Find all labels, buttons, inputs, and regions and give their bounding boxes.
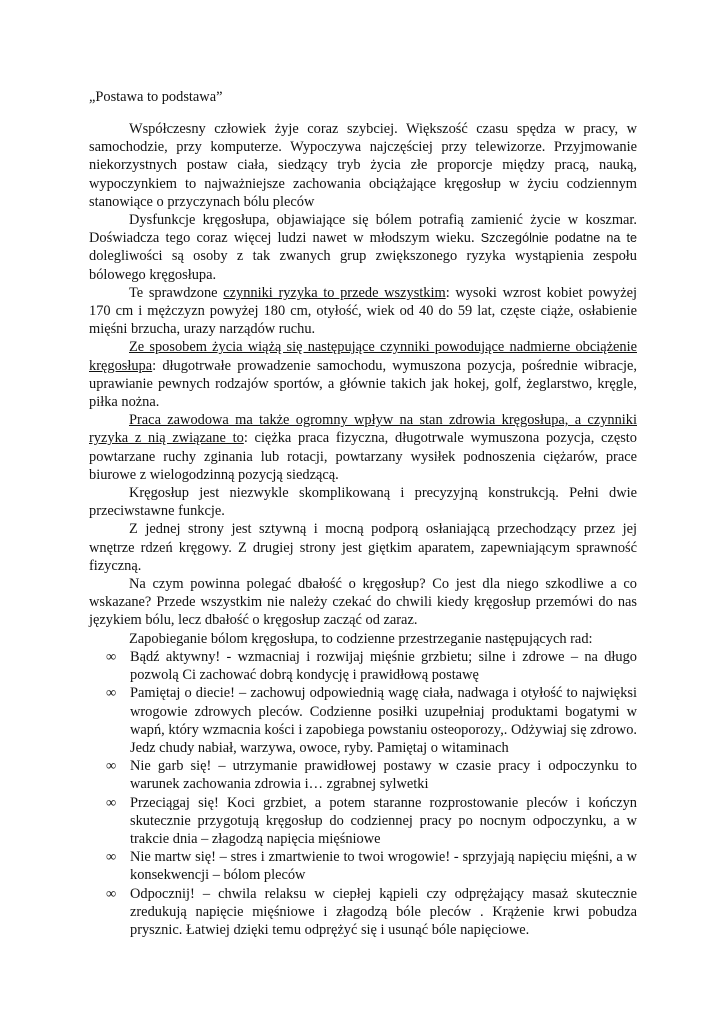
list-item — [89, 648, 637, 684]
document-body — [89, 120, 637, 939]
risk-factors-underlined: czynniki ryzyka to przede wszystkim — [223, 284, 446, 301]
risk-factors-list: : wysoki wzrost kobiet powyżej 170 cm i mężczyzn powyżej 180 cm, otyłość, wiek od 40 do 59 lat, częste ciąże, osłabienie mięśni brzucha, urazy narządów ruchu. — [89, 284, 637, 338]
tip-text: Bądź aktywny! - wzmacniaj i rozwijaj mięśnie grzbietu; silne i zdrowe – na długo pozwolą Ci zachować dobrą kondycję i prawidłową postawę — [130, 648, 637, 684]
lifestyle-underlined: Ze sposobem życia wiążą się następujące czynniki powodujące nadmierne obciążenie kręgosłupa — [89, 339, 637, 374]
paragraph-lifestyle — [89, 338, 637, 411]
paragraph-risk-factors — [89, 284, 637, 339]
infinity-bullet-icon: ∞ — [106, 648, 117, 665]
paragraph-dysfunctions — [89, 211, 637, 284]
infinity-bullet-icon: ∞ — [106, 685, 117, 702]
paragraph-spine-care: Na czym powinna polegać dbałość o kręgosłup? Co jest dla niego szkodliwe a co wskazane? Przede wszystkim nie należy czekać do chwili kiedy kręgosłup przemówi do nas językiem bólu, lecz dbałość o kręgosłup zacząć od zaraz. — [89, 576, 637, 629]
tip-text: Nie garb się! – utrzymanie prawidłowej postawy w czasie pracy i odpoczynku to warunek zachowania zdrowia i… zgrabnej sylwetki — [130, 758, 637, 793]
list-item — [89, 848, 637, 884]
paragraph-dysfunctions-text-end: dolegliwości są osoby z tak zwanych grup zwiększonego ryzyka wystąpienia zespołu bólowego kręgosłupa. — [89, 248, 637, 283]
infinity-bullet-icon: ∞ — [106, 794, 117, 811]
document-title: „Postawa to podstawa” — [89, 89, 223, 105]
risk-factors-lead: Te sprawdzone — [129, 284, 224, 301]
paragraph-work — [89, 411, 637, 484]
infinity-bullet-icon: ∞ — [106, 885, 117, 902]
list-item — [89, 757, 637, 793]
tips-list — [89, 648, 637, 939]
paragraph-spine-functions: Z jednej strony jest sztywną i mocną podporą osłaniającą przechodzący przez jej wnętrze rdzeń kręgowy. Z drugiej strony jest giętkim aparatem, zapewniającym sprawność fizyczną. — [89, 521, 637, 574]
infinity-bullet-icon: ∞ — [106, 849, 117, 866]
lifestyle-list: : długotrwałe prowadzenie samochodu, wymuszona pozycja, pośrednie wibracje, uprawianie pewnych rodzajów sportów, a głównie takich jak hokej, golf, żeglarstwo, kręgle, piłka nożna. — [89, 357, 637, 411]
paragraph-prevention-intro: Zapobieganie bólom kręgosłupa, to codzienne przestrzeganie następujących rad: — [129, 630, 593, 647]
paragraph-spine-construction: Kręgosłup jest niezwykle skomplikowaną i precyzyjną konstrukcją. Pełni dwie przeciwstawne funkcje. — [89, 485, 637, 520]
list-item — [89, 885, 637, 940]
list-item — [89, 794, 637, 849]
tip-text: Przeciągaj się! Koci grzbiet, a potem staranne rozprostowanie pleców i kończyn skutecznie przygotują kręgosłup do codziennej pracy po nocnym odpoczynku, a w trakcie dnia – złagodzą napięcia mięśniowe — [130, 794, 637, 847]
infinity-bullet-icon: ∞ — [106, 758, 117, 775]
paragraph-dysfunctions-sans-text: Szczególnie podatne na te — [480, 231, 637, 246]
tip-text: Odpocznij! – chwila relaksu w ciepłej kąpieli czy odprężający masaż skutecznie zredukują napięcie mięśniowe i złagodzą bóle pleców . Krążenie krwi pobudza prysznic. Łatwiej dzięki temu odprężyć się i usunąć bóle napięciowe. — [130, 885, 637, 938]
work-underlined: Praca zawodowa ma także ogromny wpływ na stan zdrowia kręgosłupa, a czynniki ryzyka z nią związane to — [89, 412, 637, 447]
tip-text: Nie martw się! – stres i zmartwienie to twoi wrogowie! - sprzyjają napięciu mięśni, a w konsekwencji – bólom pleców — [130, 849, 637, 884]
list-item — [89, 684, 637, 757]
work-list: : ciężka praca fizyczna, długotrwale wymuszona pozycja, często powtarzane ruchy zginania lub rotacji, powtarzany wysiłek podnoszenia ciężarów, prace biurowe z wielogodzinną pozycją siedzącą. — [89, 430, 637, 483]
paragraph-intro: Współczesny człowiek żyje coraz szybciej. Większość czasu spędza w pracy, w samochodzie, przy komputerze. Wypoczywa najczęściej przy telewizorze. Przyjmowanie niekorzystnych postaw ciała, siedzący tryb życia złe proporcje między pracą, nauką, wypoczynkiem to najważniejsze zachowania obciążające kręgosłup w życiu codziennym stanowiące o przyczynach bólu pleców — [89, 121, 637, 210]
paragraph-dysfunctions-text: Dysfunkcje kręgosłupa, objawiające się bólem potrafią zamienić życie w koszmar. Doświadcza tego coraz więcej ludzi nawet w młodszym wieku. — [89, 212, 637, 247]
tip-text: Pamiętaj o diecie! – zachowuj odpowiednią wagę ciała, nadwaga i otyłość to najwięksi wrogowie zdrowych pleców. Codzienne posiłki uzupełniaj produktami bogatymi w wapń, który wzmacnia kości i zapobiega powstaniu osteoporozy,. Odżywiaj się zdrowo. Jedz chudy nabiał, warzywa, owoce, ryby. Pamiętaj o witaminach — [130, 685, 637, 756]
